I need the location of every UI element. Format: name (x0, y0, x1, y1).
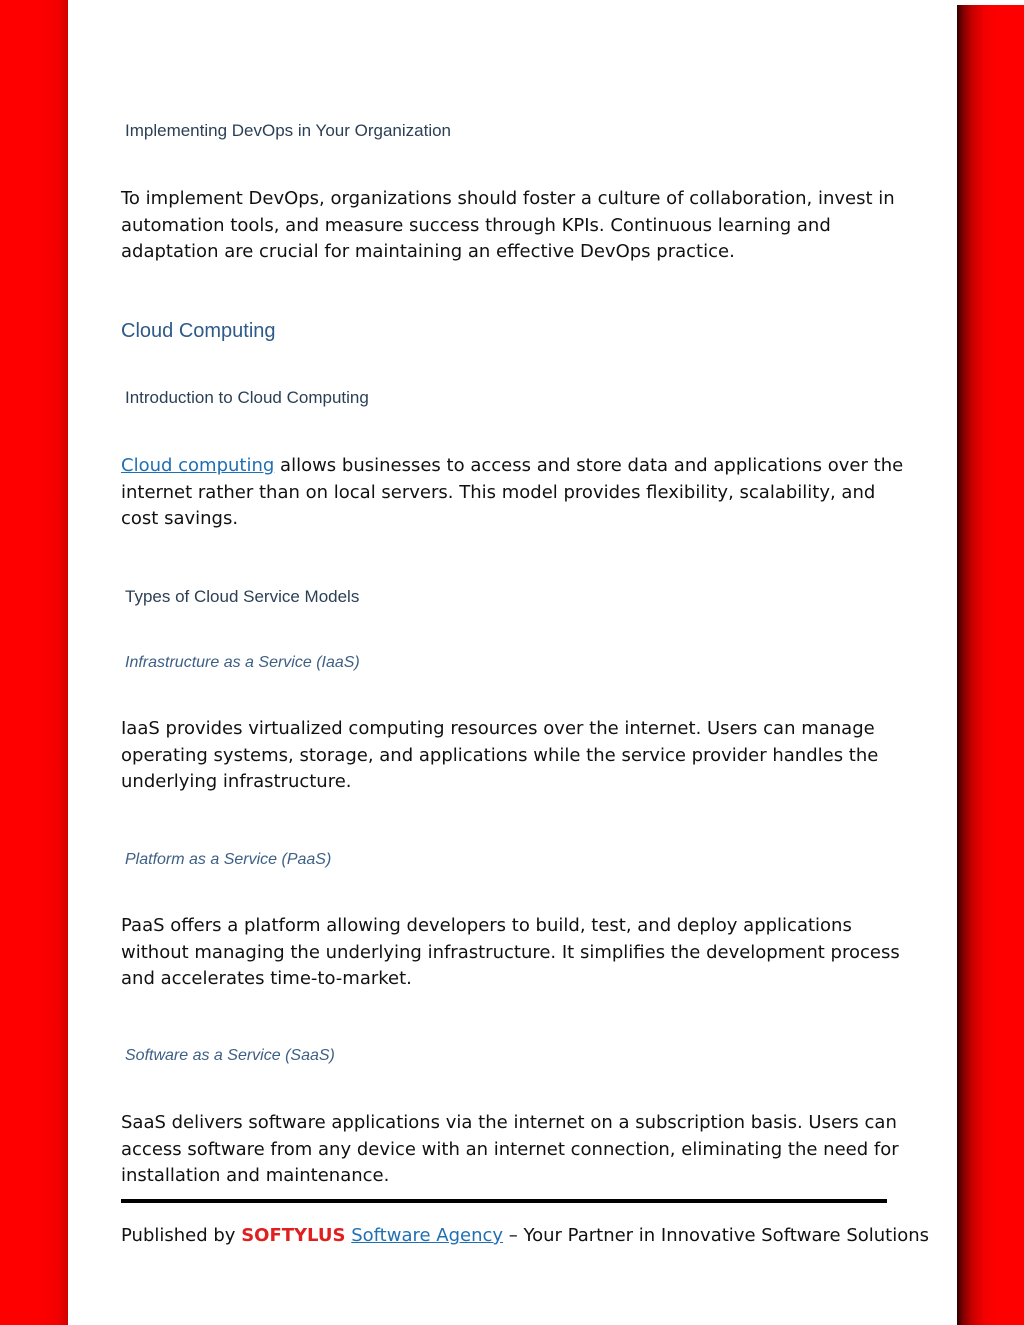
heading-implementing-devops: Implementing DevOps in Your Organization (125, 121, 452, 140)
heading-saas: Software as a Service (SaaS) (125, 1047, 335, 1064)
paragraph-intro-cloud (121, 453, 911, 533)
software-agency-link[interactable]: Software Agency (351, 1225, 504, 1246)
footer-published-by (121, 1225, 929, 1246)
paragraph-iaas: IaaS provides virtualized computing resources over the internet. Users can manage operating systems, storage, and applications while the service provider handles the underlying infrastructure. (121, 718, 879, 792)
footer-divider (121, 1199, 887, 1203)
brand-name: SOFTYLUS (241, 1225, 346, 1246)
left-red-border (0, 0, 68, 1325)
footer-suffix: – Your Partner in Innovative Software Solutions (503, 1225, 930, 1246)
heading-iaas: Infrastructure as a Service (IaaS) (125, 654, 360, 671)
heading-service-models: Types of Cloud Service Models (125, 587, 360, 606)
right-red-border (957, 5, 1024, 1325)
paragraph-paas: PaaS offers a platform allowing developers to build, test, and deploy applications without managing the underlying infrastructure. It simplifies the development process and accelerates time-to-market. (121, 915, 900, 989)
cloud-computing-link[interactable]: Cloud computing (121, 455, 275, 476)
footer-prefix: Published by (121, 1225, 242, 1246)
paragraph-implementing-devops: To implement DevOps, organizations should foster a culture of collaboration, invest in automation tools, and measure success through KPIs. Continuous learning and adaptation are crucial for maintaining an effective DevOps practice. (121, 188, 895, 262)
heading-paas: Platform as a Service (PaaS) (125, 851, 332, 868)
heading-cloud-computing: Cloud Computing (121, 320, 276, 342)
paragraph-saas: SaaS delivers software applications via the internet on a subscription basis. Users can access software from any device with an internet connection, eliminating the need for installation and maintenance. (121, 1112, 899, 1186)
intro-cloud-text: allows businesses to access and store data and applications over the internet rather than on local servers. This model provides flexibility, scalability, and cost savings. (121, 455, 904, 529)
heading-intro-cloud: Introduction to Cloud Computing (125, 388, 369, 407)
